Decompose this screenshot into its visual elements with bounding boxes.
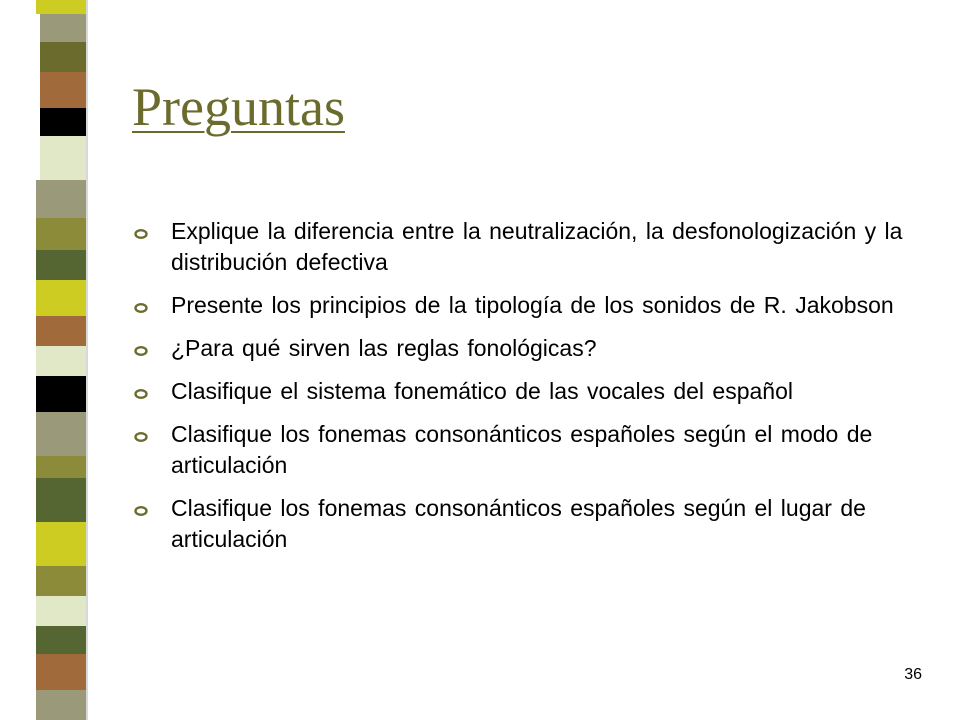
hollow-round-bullet-icon bbox=[134, 389, 148, 399]
stripe-band bbox=[36, 180, 86, 218]
stripe-band bbox=[36, 654, 86, 690]
stripe-band bbox=[36, 0, 86, 14]
hollow-round-bullet-icon bbox=[134, 506, 148, 516]
stripe-band bbox=[40, 136, 86, 180]
stripe-band bbox=[36, 316, 86, 346]
stripe-band bbox=[36, 412, 86, 456]
question-item bbox=[132, 419, 932, 481]
question-text: Clasifique los fonemas consonánticos españoles según el lugar de articulación bbox=[171, 495, 866, 552]
stripe-band bbox=[36, 218, 86, 250]
question-item bbox=[132, 493, 932, 555]
question-list bbox=[132, 216, 932, 567]
hollow-round-bullet-icon bbox=[134, 346, 148, 356]
stripe-band bbox=[36, 596, 86, 626]
question-text: Presente los principios de la tipología de los sonidos de R. Jakobson bbox=[171, 292, 894, 318]
hollow-round-bullet-icon bbox=[134, 432, 148, 442]
question-item bbox=[132, 333, 932, 364]
stripe-band bbox=[36, 522, 86, 566]
stripe-band bbox=[36, 280, 86, 316]
question-text: Clasifique los fonemas consonánticos españoles según el modo de articulación bbox=[171, 421, 873, 478]
stripe-band bbox=[40, 42, 86, 72]
stripe-band bbox=[36, 566, 86, 596]
slide-title: Preguntas bbox=[132, 77, 345, 137]
stripe-band bbox=[36, 456, 86, 478]
stripe-band bbox=[36, 690, 86, 720]
stripe-band bbox=[36, 478, 86, 522]
question-item bbox=[132, 216, 932, 278]
stripe-band bbox=[40, 14, 86, 42]
hollow-round-bullet-icon bbox=[134, 303, 148, 313]
decorative-stripe bbox=[0, 0, 108, 720]
stripe-band bbox=[36, 626, 86, 654]
question-text: Clasifique el sistema fonemático de las vocales del español bbox=[171, 378, 793, 404]
question-text: ¿Para qué sirven las reglas fonológicas? bbox=[171, 335, 597, 361]
stripe-band bbox=[36, 346, 86, 376]
stripe-band bbox=[40, 108, 86, 136]
question-item bbox=[132, 290, 932, 321]
stripe-band bbox=[36, 250, 86, 280]
stripe-band bbox=[40, 72, 86, 108]
page-number: 36 bbox=[904, 666, 922, 683]
stripe-band bbox=[36, 376, 86, 412]
stripe-edge bbox=[86, 0, 88, 720]
question-text: Explique la diferencia entre la neutralización, la desfonologización y la distribución defectiva bbox=[171, 218, 903, 275]
question-item bbox=[132, 376, 932, 407]
hollow-round-bullet-icon bbox=[134, 229, 148, 239]
